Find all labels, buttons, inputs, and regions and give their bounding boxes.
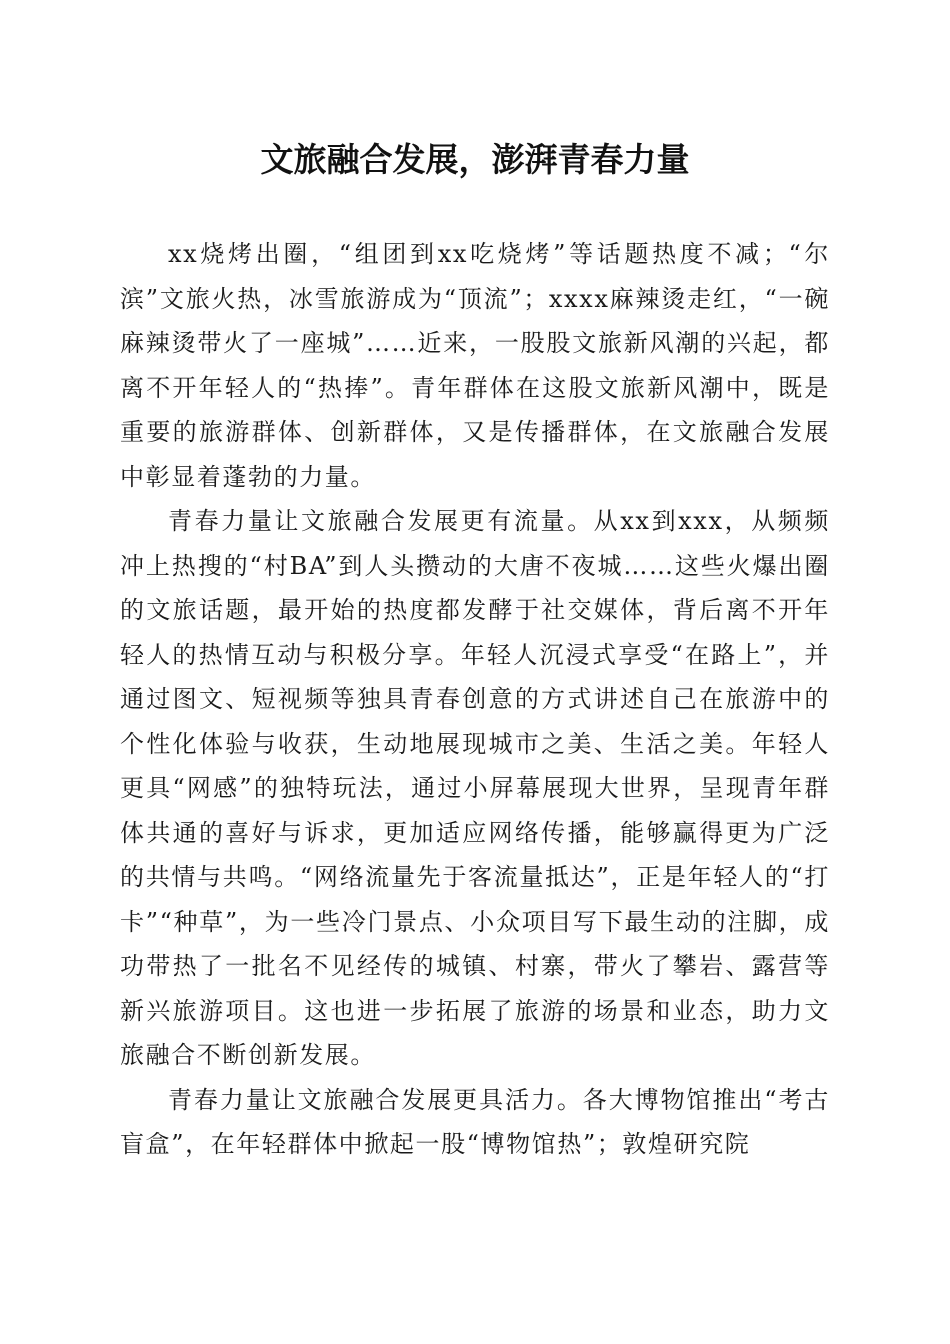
paragraph-2: 青春力量让文旅融合发展更有流量。从xx到xxx，从频频冲上热搜的“村BA”到人头攒动的大唐不夜城……这些火爆出圈的文旅话题，最开始的热度都发酵于社交媒体，背后离不开年轻人的热情互动与积极分享。年轻人沉浸式享受“在路上”，并通过图文、短视频等独具青春创意的方式讲述自己在旅游中的个性化体验与收获，生动地展现城市之美、生活之美。年轻人更具“网感”的独特玩法，通过小屏幕展现大世界，呈现青年群体共通的喜好与诉求，更加适应网络传播，能够赢得更为广泛的共情与共鸣。“网络流量先于客流量抵达”，正是年轻人的“打卡”“种草”，为一些冷门景点、小众项目写下最生动的注脚，成功带热了一批名不见经传的城镇、村寨，带火了攀岩、露营等新兴旅游项目。这也进一步拓展了旅游的场景和业态，助力文旅融合不断创新发展。 — [120, 507, 830, 1069]
document-body — [120, 232, 830, 1167]
document-title: 文旅融合发展，澎湃青春力量 — [260, 140, 690, 179]
paragraph-1: xx烧烤出圈，“组团到xx吃烧烤”等话题热度不减；“尔滨”文旅火热，冰雪旅游成为“顶流”；xxxx麻辣烫走红，“一碗麻辣烫带火了一座城”……近来，一股股文旅新风潮的兴起，都离不开年轻人的“热捧”。青年群体在这股文旅新风潮中，既是重要的旅游群体、创新群体，又是传播群体，在文旅融合发展中彰显着蓬勃的力量。 — [120, 240, 830, 491]
paragraph-3: 青春力量让文旅融合发展更具活力。各大博物馆推出“考古盲盒”，在年轻群体中掀起一股“博物馆热”；敦煌研究院 — [120, 1085, 830, 1158]
